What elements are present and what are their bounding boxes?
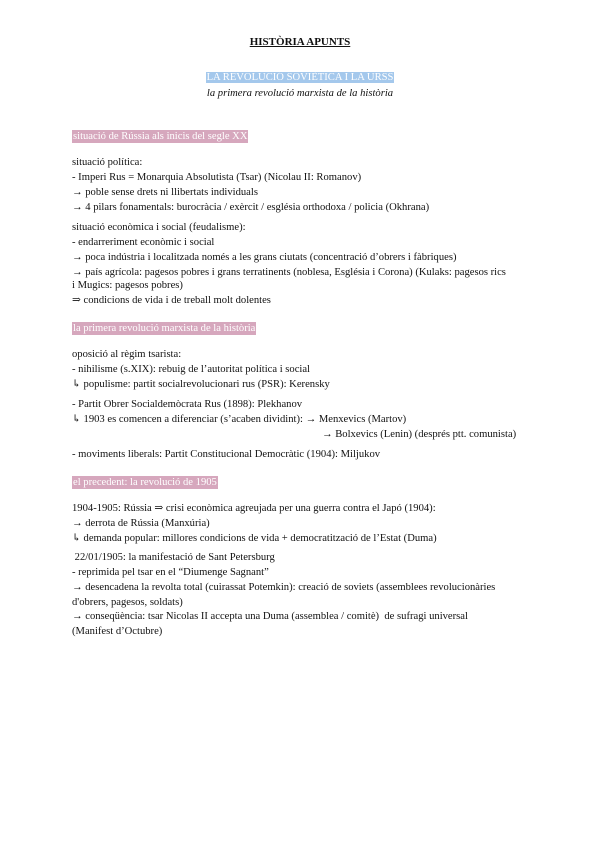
- text-line: → poca indústria i localitzada només a les grans ciutats (concentració d’obrers i fàbriques): [72, 252, 457, 263]
- section-heading: situació de Rússia als inicis del segle XX: [73, 131, 248, 142]
- text-line: - Imperi Rus = Monarquia Absolutista (Tsar) (Nicolau II: Romanov): [72, 172, 362, 183]
- text-line: ↳ populisme: partit socialrevolucionari rus (PSR): Kerensky: [72, 379, 330, 390]
- text-line: 1904-1905: Rússia ⇒ crisi econòmica agreujada per una guerra contra el Japó (1904):: [72, 503, 436, 514]
- text-line: → 4 pilars fonamentals: burocràcia / exèrcit / església orthodoxa / policia (Okhrana): [72, 202, 430, 213]
- section-heading: la primera revolució marxista de la història: [73, 323, 256, 334]
- text-line: - reprimida pel tsar en el “Diumenge Sagnant”: [72, 567, 269, 578]
- main-heading-wrap: [0, 72, 600, 83]
- text-line: i Mugics: pagesos pobres): [72, 280, 183, 291]
- text-line: → Bolxevics (Lenin) (després ptt. comunista): [322, 429, 517, 440]
- subtitle: la primera revolució marxista de la història: [206, 88, 394, 99]
- main-heading: LA REVOLUCIÓ SOVIÈTICA I LA URSS: [206, 72, 394, 83]
- section-heading-wrap: [72, 322, 256, 335]
- text-line: ↳ 1903 es comencen a diferenciar (s’acaben dividint): → Menxevics (Martov): [72, 414, 407, 425]
- text-line: → desencadena la revolta total (cuirassat Potemkin): creació de soviets (assemblees revolucionàries: [72, 582, 496, 593]
- text-line: (Manifest d’Octubre): [72, 626, 163, 637]
- text-line: → derrota de Rússia (Manxúria): [72, 518, 210, 529]
- text-line: situació política:: [72, 157, 143, 168]
- text-line: 22/01/1905: la manifestació de Sant Petersburg: [72, 552, 275, 563]
- text-line: → conseqüència: tsar Nicolas II accepta una Duma (assemblea / comitè) de sufragi universal: [72, 611, 468, 622]
- text-line: ↳ demanda popular: millores condicions de vida + democratització de l’Estat (Duma): [72, 533, 437, 544]
- text-line: d'obrers, pagesos, soldats): [72, 597, 183, 608]
- section-heading: el precedent: la revolució de 1905: [73, 477, 217, 488]
- text-line: - nihilisme (s.XIX): rebuig de l’autoritat política i social: [72, 364, 311, 375]
- text-line: oposició al règim tsarista:: [72, 349, 182, 360]
- section-heading-wrap: [72, 130, 248, 143]
- text-line: ⇒ condicions de vida i de treball molt dolentes: [72, 295, 271, 306]
- text-line: - endarreriment econòmic i social: [72, 237, 215, 248]
- text-line: → poble sense drets ni llibertats individuals: [72, 187, 258, 198]
- text-line: - Partit Obrer Socialdemòcrata Rus (1898): Plekhanov: [72, 399, 303, 410]
- section-heading-wrap: [72, 476, 218, 489]
- document-title: HISTÒRIA APUNTS: [249, 36, 351, 48]
- text-line: → país agrícola: pagesos pobres i grans terratinents (noblesa, Església i Corona) (Kulaks: pagesos rics: [72, 267, 506, 278]
- text-line: situació econòmica i social (feudalisme):: [72, 222, 246, 233]
- text-line: - moviments liberals: Partit Constitucional Democràtic (1904): Miljukov: [72, 449, 381, 460]
